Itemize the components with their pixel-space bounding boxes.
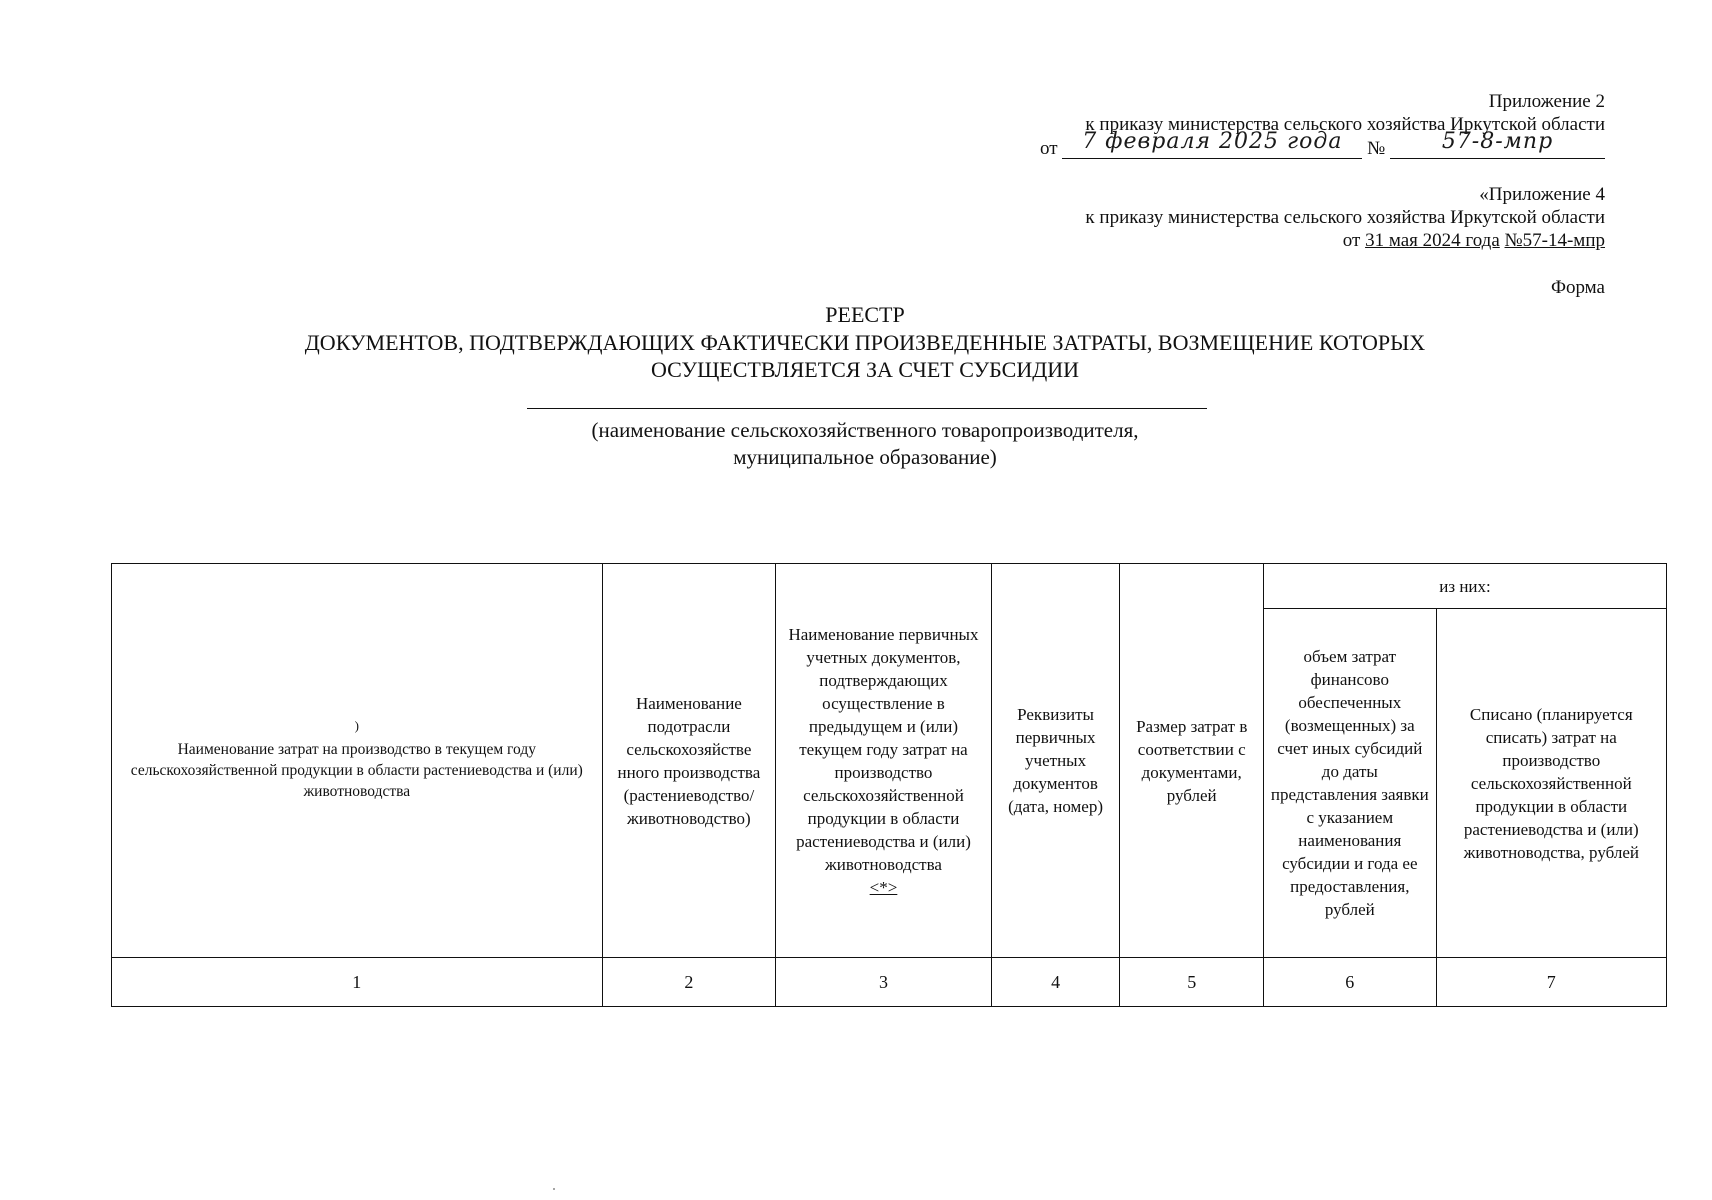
col1-mark: ) bbox=[354, 718, 359, 733]
producer-caption-line1: (наименование сельскохозяйственного товаропроизводителя, bbox=[591, 418, 1139, 442]
appendix2-from-label: от bbox=[1040, 138, 1058, 159]
appendix2-order-line: к приказу министерства сельского хозяйства Иркутской области bbox=[1085, 114, 1605, 135]
col-number-6: 6 bbox=[1264, 958, 1437, 1007]
appendix2-number-field bbox=[1390, 129, 1605, 159]
handwritten-date: 7 февраля 2025 года bbox=[1082, 129, 1343, 154]
handwritten-number: 57-8-мпр bbox=[1441, 129, 1554, 154]
table-header-row bbox=[112, 564, 1667, 609]
footnote-ref-link[interactable]: <*> bbox=[869, 877, 898, 897]
header-col-3-text: Наименование первичных учетных документов, подтверждающих осуществление в предыдущем и (или) текущем году затрат на производство сельскохозяйственной продукции в области растениеводства и (или) животноводства bbox=[788, 624, 979, 874]
col-number-4: 4 bbox=[991, 958, 1120, 1007]
header-col-3 bbox=[776, 564, 992, 958]
producer-caption-line2: муниципальное образование) bbox=[733, 445, 997, 469]
appendix2-number-label: № bbox=[1367, 138, 1386, 159]
header-col-4: Реквизиты первичных учетных документов (дата, номер) bbox=[991, 564, 1120, 958]
appendix4-number: №57-14-мпр bbox=[1504, 230, 1605, 251]
appendix2-block bbox=[1040, 90, 1605, 160]
table-number-row bbox=[112, 958, 1667, 1007]
appendix4-order-line: к приказу министерства сельского хозяйства Иркутской области bbox=[1085, 207, 1605, 228]
document-title-line2: ДОКУМЕНТОВ, ПОДТВЕРЖДАЮЩИХ ФАКТИЧЕСКИ ПРОИЗВЕДЕННЫЕ ЗАТРАТЫ, ВОЗМЕЩЕНИЕ КОТОРЫХ bbox=[304, 330, 1426, 355]
col-number-3: 3 bbox=[776, 958, 992, 1007]
header-col-5: Размер затрат в соответствии с документами, рублей bbox=[1120, 564, 1264, 958]
col-number-5: 5 bbox=[1120, 958, 1264, 1007]
header-col-1-text: Наименование затрат на производство в текущем году сельскохозяйственной продукции в области растениеводства и (или) животноводства bbox=[130, 741, 583, 800]
col-number-7: 7 bbox=[1436, 958, 1666, 1007]
form-label: Форма bbox=[1550, 277, 1605, 298]
header-col-6: объем затрат финансово обеспеченных (возмещенных) за счет иных субсидий до даты представления заявки с указанием наименования субсидии и года ее предоставления, рублей bbox=[1264, 609, 1437, 958]
appendix2-date-number-line bbox=[1040, 129, 1605, 160]
document-title-line1: РЕЕСТР bbox=[825, 302, 905, 327]
header-col-2: Наименование подотрасли сельскохозяйстве нного производства (растениеводство/ животноводство) bbox=[602, 564, 776, 958]
header-group-of-them: из них: bbox=[1264, 564, 1667, 609]
appendix2-date-field bbox=[1062, 129, 1362, 159]
header-col-1 bbox=[112, 564, 603, 958]
appendix4-date: 31 мая 2024 года bbox=[1365, 230, 1500, 251]
appendix4-title: «Приложение 4 bbox=[1479, 184, 1605, 205]
appendix4-date-number-line bbox=[1085, 229, 1605, 252]
appendix2-title: Приложение 2 bbox=[1488, 91, 1605, 112]
col-number-2: 2 bbox=[602, 958, 776, 1007]
document-title-line3: ОСУЩЕСТВЛЯЕТСЯ ЗА СЧЕТ СУБСИДИИ bbox=[650, 357, 1079, 382]
registry-table bbox=[111, 563, 1667, 1007]
appendix4-block bbox=[1085, 183, 1605, 252]
scan-speck bbox=[553, 1188, 555, 1190]
col-number-1: 1 bbox=[112, 958, 603, 1007]
producer-name-line bbox=[527, 408, 1207, 409]
appendix4-from-label: от bbox=[1342, 230, 1361, 251]
header-col-7: Списано (планируется списать) затрат на производство сельскохозяйственной продукции в области растениеводства и (или) животноводства, рублей bbox=[1436, 609, 1666, 958]
